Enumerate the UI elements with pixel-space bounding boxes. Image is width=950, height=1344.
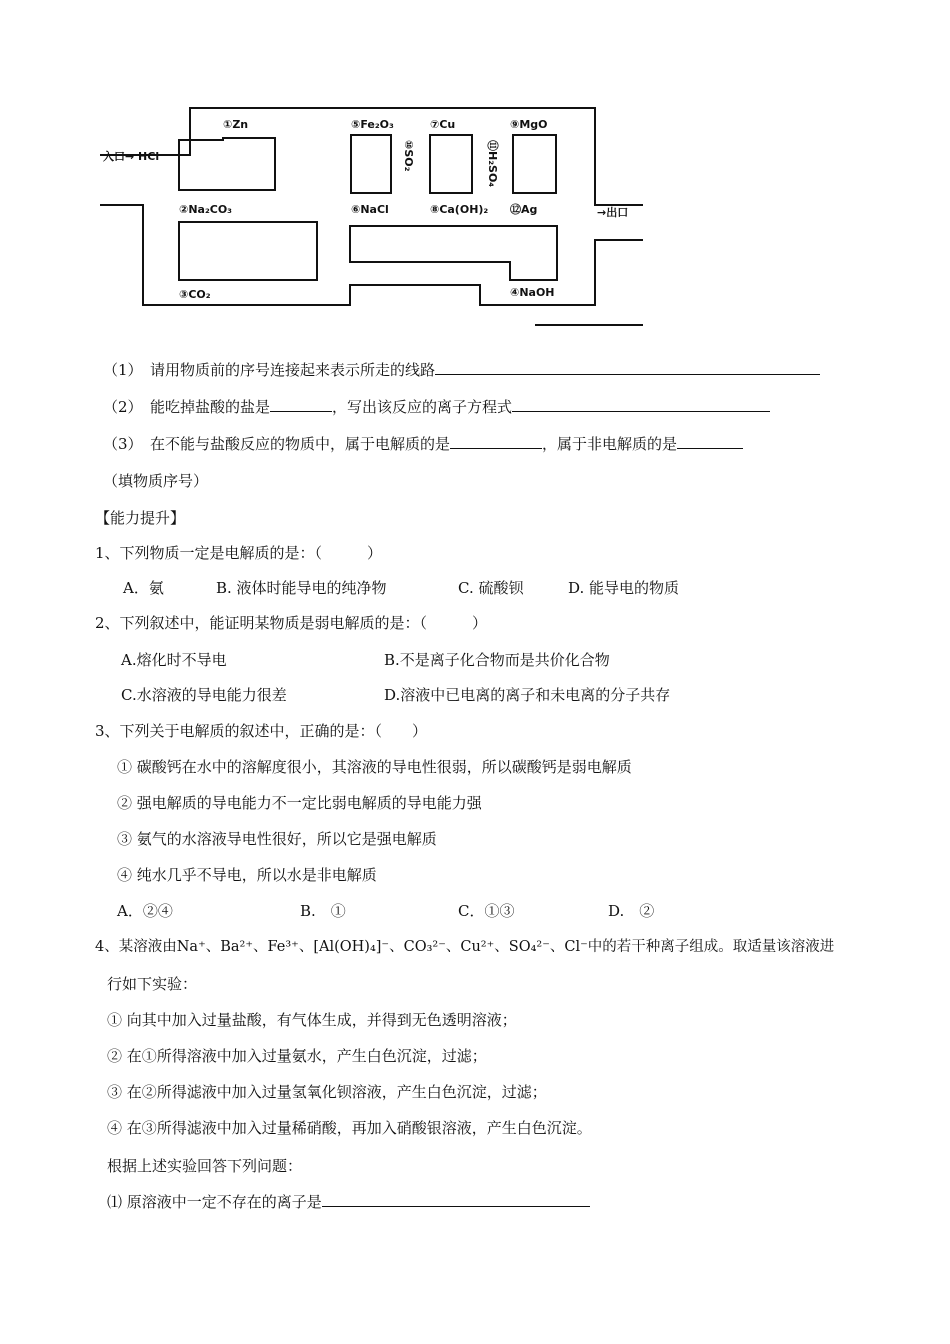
- label-mgo: ⑨MgO: [510, 118, 548, 131]
- label-caoh2: ⑧Ca(OH)₂: [430, 203, 489, 216]
- label-na2co3: ②Na₂CO₃: [179, 203, 233, 216]
- q2-option-c[interactable]: C.水溶液的导电能力很差: [121, 686, 287, 704]
- q-part-1: （1） 请用物质前的序号连接起来表示所走的线路: [103, 360, 820, 380]
- q3-stem: 3、下列关于电解质的叙述中，正确的是：（ ）: [95, 722, 428, 740]
- q-part-2: （2） 能吃掉盐酸的盐是 ，写出该反应的离子方程式: [103, 397, 770, 417]
- ion-co3: CO₃²⁻: [403, 939, 446, 955]
- q4-step-3: ③ 在②所得滤液中加入过量氢氧化钡溶液，产生白色沉淀，过滤；: [107, 1083, 547, 1101]
- q2-option-a[interactable]: A.熔化时不导电: [121, 651, 227, 669]
- q-part-3-note: （填物质序号）: [103, 472, 209, 490]
- block-fe2o3: [351, 135, 391, 193]
- q1-option-a[interactable]: A．氨: [123, 579, 164, 597]
- answer-blank-absent-ions[interactable]: [322, 1192, 590, 1207]
- q4-stem: 4、某溶液由Na⁺、Ba²⁺、Fe³⁺、[Al(OH)₄]⁻、CO₃²⁻、Cu²⁺、SO₄²⁻、Cl⁻中的若干种离子组成。取适量该溶液进: [95, 939, 835, 955]
- ion-so4: SO₄²⁻: [508, 939, 550, 955]
- ion-fe: Fe³⁺: [267, 939, 299, 955]
- block-cu: [430, 135, 472, 193]
- block-nacl: [350, 226, 557, 280]
- ion-aloh4: [Al(OH)₄]⁻: [313, 939, 390, 955]
- label-co2: ③CO₂: [179, 288, 211, 301]
- q4-intro: 根据上述实验回答下列问题：: [107, 1157, 303, 1175]
- block-mgo: [513, 135, 556, 193]
- q-part-3: （3） 在不能与盐酸反应的物质中，属于电解质的是 ，属于非电解质的是: [103, 434, 743, 454]
- answer-blank-route[interactable]: [435, 360, 820, 375]
- q1-stem: 1、下列物质一定是电解质的是：（ ）: [95, 544, 383, 562]
- ion-cl: Cl⁻: [564, 939, 588, 955]
- section-title: 【能力提升】: [95, 509, 186, 527]
- label-fe2o3: ⑤Fe₂O₃: [351, 118, 394, 131]
- maze-svg: [95, 100, 655, 335]
- block-na2co3: [179, 222, 317, 280]
- q4-sub-1: ⑴ 原溶液中一定不存在的离子是: [107, 1192, 590, 1212]
- maze-exit: →出口: [597, 206, 629, 219]
- q1-option-b[interactable]: B. 液体时能导电的纯净物: [216, 579, 387, 597]
- label-nacl: ⑥NaCl: [351, 203, 389, 216]
- q3-option-c[interactable]: C．①③: [458, 902, 515, 920]
- q3-option-a[interactable]: A．②④: [117, 902, 173, 920]
- answer-blank-electrolyte[interactable]: [450, 434, 542, 449]
- q1-option-d[interactable]: D. 能导电的物质: [568, 579, 680, 597]
- q3-statement-4: ④ 纯水几乎不导电，所以水是非电解质: [117, 866, 377, 884]
- q1-option-c[interactable]: C. 硫酸钡: [458, 579, 524, 597]
- answer-blank-salt[interactable]: [270, 397, 332, 412]
- q4-step-1: ① 向其中加入过量盐酸，有气体生成，并得到无色透明溶液；: [107, 1011, 517, 1029]
- maze-diagram: [95, 100, 655, 335]
- q4-step-2: ② 在①所得溶液中加入过量氨水，产生白色沉淀，过滤；: [107, 1047, 487, 1065]
- maze-entrance: 入口→ HCl: [103, 150, 160, 163]
- q3-option-d[interactable]: D. ②: [608, 902, 655, 920]
- q2-option-d[interactable]: D.溶液中已电离的离子和未电离的分子共存: [384, 686, 671, 704]
- q3-statement-3: ③ 氨气的水溶液导电性很好，所以它是强电解质: [117, 830, 437, 848]
- answer-blank-nonelectrolyte[interactable]: [677, 434, 743, 449]
- label-zn: ①Zn: [223, 118, 249, 131]
- label-naoh: ④NaOH: [510, 286, 555, 299]
- label-ag: ⑫Ag: [510, 203, 538, 216]
- q4-step-4: ④ 在③所得滤液中加入过量稀硝酸，再加入硝酸银溶液，产生白色沉淀。: [107, 1119, 592, 1137]
- q4-stem-cont: 行如下实验：: [107, 975, 198, 993]
- q2-stem: 2、下列叙述中，能证明某物质是弱电解质的是：（ ）: [95, 614, 488, 632]
- label-h2so4: ⑪H₂SO₄: [486, 140, 499, 188]
- answer-blank-equation[interactable]: [512, 397, 770, 412]
- block-zn: [179, 138, 275, 190]
- q2-option-b[interactable]: B.不是离子化合物而是共价化合物: [384, 651, 610, 669]
- label-so2: ⑩SO₂: [402, 140, 415, 172]
- ion-ba: Ba²⁺: [220, 939, 254, 955]
- q3-option-b[interactable]: B. ①: [300, 902, 346, 920]
- q3-statement-2: ② 强电解质的导电能力不一定比弱电解质的导电能力强: [117, 794, 482, 812]
- label-cu: ⑦Cu: [430, 118, 456, 131]
- ion-cu: Cu²⁺: [460, 939, 495, 955]
- ion-na: Na⁺: [176, 939, 206, 955]
- q3-statement-1: ① 碳酸钙在水中的溶解度很小，其溶液的导电性很弱，所以碳酸钙是弱电解质: [117, 758, 632, 776]
